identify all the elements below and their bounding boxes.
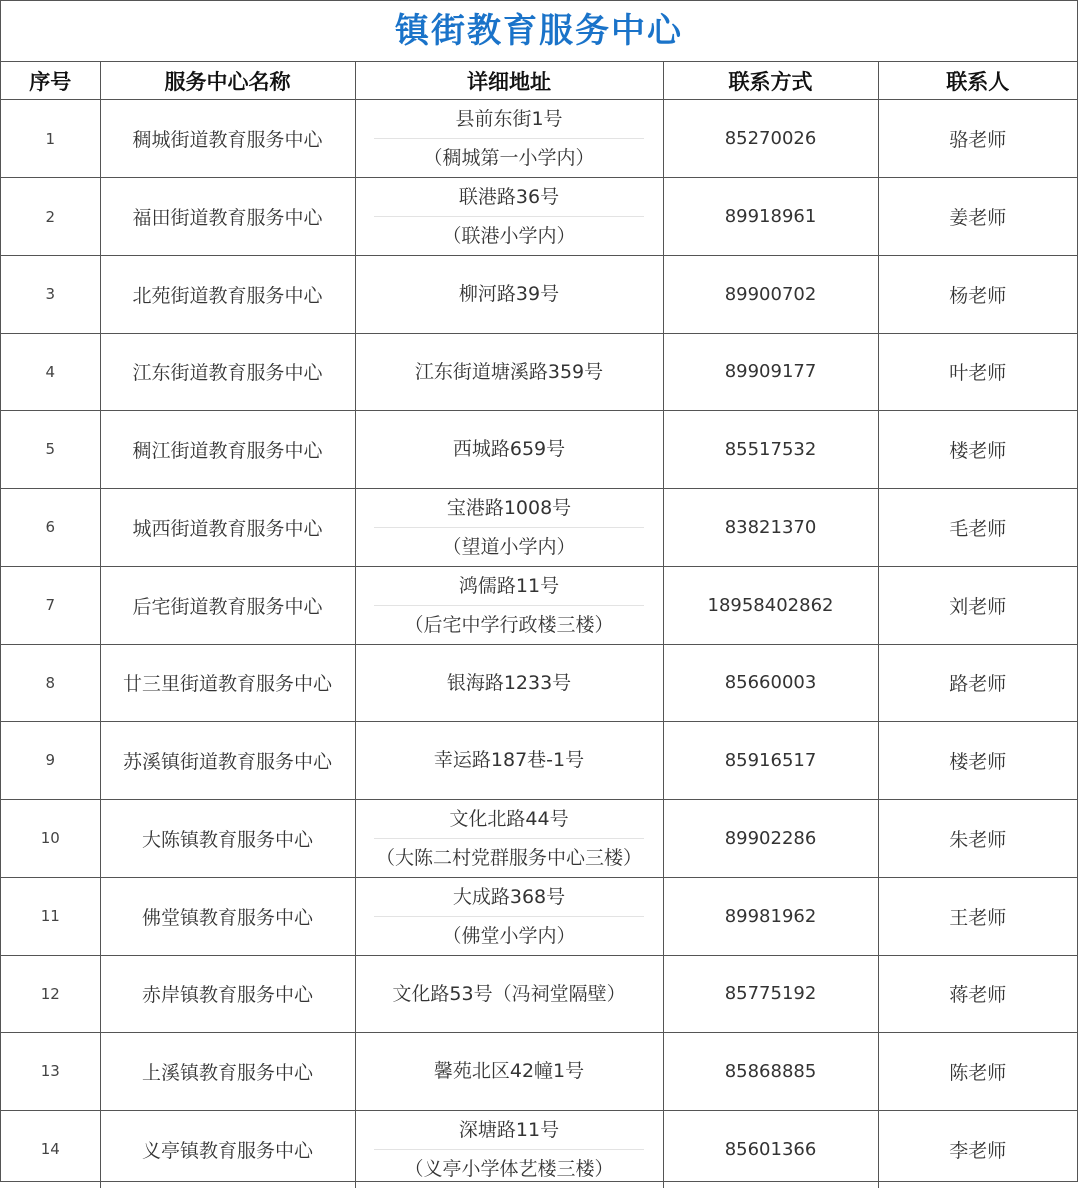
row-index: 4 <box>1 333 100 411</box>
contact-person: 叶老师 <box>878 333 1077 411</box>
phone-number: 85270026 <box>663 100 878 178</box>
center-name: 福田街道教育服务中心 <box>100 178 355 256</box>
center-name: 义亭镇教育服务中心 <box>100 1110 355 1188</box>
address-cell <box>355 955 663 1033</box>
table-body <box>1 100 1077 1188</box>
contact-person: 蒋老师 <box>878 955 1077 1033</box>
table-row <box>1 1110 1077 1188</box>
row-index: 1 <box>1 100 100 178</box>
contact-person: 姜老师 <box>878 178 1077 256</box>
center-name: 后宅街道教育服务中心 <box>100 566 355 644</box>
data-table <box>1 62 1077 1188</box>
address-cell <box>355 1033 663 1111</box>
row-index: 8 <box>1 644 100 722</box>
header-address: 详细地址 <box>355 62 663 100</box>
phone-number: 89918961 <box>663 178 878 256</box>
page-title: 镇街教育服务中心 <box>1 1 1077 62</box>
header-name: 服务中心名称 <box>100 62 355 100</box>
address-line-2: （大陈二村党群服务中心三楼） <box>375 846 642 869</box>
row-index: 13 <box>1 1033 100 1111</box>
center-name: 苏溪镇街道教育服务中心 <box>100 722 355 800</box>
row-index: 9 <box>1 722 100 800</box>
address-cell <box>355 256 663 334</box>
address-cell <box>355 566 663 644</box>
phone-number: 83821370 <box>663 488 878 566</box>
center-name: 廿三里街道教育服务中心 <box>100 644 355 722</box>
address-cell <box>355 333 663 411</box>
address-line-1: 江东街道塘溪路359号 <box>414 360 604 383</box>
address-line-2: （佛堂小学内） <box>442 924 576 947</box>
address-line-1: 深塘路11号 <box>374 1111 644 1150</box>
address-line-2: （后宅中学行政楼三楼） <box>404 613 614 636</box>
table-row <box>1 644 1077 722</box>
address-line-1: 县前东街1号 <box>374 100 644 139</box>
address-line-2: （稠城第一小学内） <box>423 147 595 169</box>
table-row <box>1 877 1077 955</box>
contact-person: 骆老师 <box>878 100 1077 178</box>
header-row <box>1 62 1077 100</box>
address-line-1: 大成路368号 <box>374 878 644 917</box>
contact-person: 陈老师 <box>878 1033 1077 1111</box>
header-index: 序号 <box>1 62 100 100</box>
table-row <box>1 333 1077 411</box>
row-index: 5 <box>1 411 100 489</box>
address-line-1: 西城路659号 <box>452 438 566 461</box>
phone-number: 89902286 <box>663 799 878 877</box>
table-row <box>1 955 1077 1033</box>
center-name: 赤岸镇教育服务中心 <box>100 955 355 1033</box>
row-index: 3 <box>1 256 100 334</box>
address-line-1: 联港路36号 <box>374 178 644 217</box>
contact-person: 路老师 <box>878 644 1077 722</box>
center-name: 稠江街道教育服务中心 <box>100 411 355 489</box>
contact-person: 王老师 <box>878 877 1077 955</box>
phone-number: 18958402862 <box>663 566 878 644</box>
address-cell <box>355 799 663 877</box>
address-line-1: 馨苑北区42幢1号 <box>433 1060 585 1083</box>
address-cell <box>355 722 663 800</box>
phone-number: 85868885 <box>663 1033 878 1111</box>
table-row <box>1 411 1077 489</box>
address-cell <box>355 178 663 256</box>
table-row <box>1 256 1077 334</box>
row-index: 6 <box>1 488 100 566</box>
address-cell <box>355 100 663 178</box>
phone-number: 85660003 <box>663 644 878 722</box>
contact-person: 刘老师 <box>878 566 1077 644</box>
phone-number: 85601366 <box>663 1110 878 1188</box>
header-contact: 联系人 <box>878 62 1077 100</box>
address-cell <box>355 1110 663 1188</box>
row-index: 11 <box>1 877 100 955</box>
table-row <box>1 1033 1077 1111</box>
center-name: 大陈镇教育服务中心 <box>100 799 355 877</box>
phone-number: 89909177 <box>663 333 878 411</box>
contact-person: 杨老师 <box>878 256 1077 334</box>
address-line-1: 宝港路1008号 <box>374 489 644 528</box>
center-name: 城西街道教育服务中心 <box>100 488 355 566</box>
address-line-1: 文化路53号（冯祠堂隔壁） <box>392 982 626 1005</box>
row-index: 12 <box>1 955 100 1033</box>
center-name: 上溪镇教育服务中心 <box>100 1033 355 1111</box>
phone-number: 85916517 <box>663 722 878 800</box>
address-line-2: （联港小学内） <box>442 225 576 247</box>
phone-number: 89981962 <box>663 877 878 955</box>
address-line-2: （望道小学内） <box>442 535 576 558</box>
header-phone: 联系方式 <box>663 62 878 100</box>
contact-person: 楼老师 <box>878 722 1077 800</box>
address-line-1: 鸿儒路11号 <box>374 567 644 606</box>
contact-person: 毛老师 <box>878 488 1077 566</box>
row-index: 14 <box>1 1110 100 1188</box>
address-cell <box>355 644 663 722</box>
table-row <box>1 722 1077 800</box>
center-name: 稠城街道教育服务中心 <box>100 100 355 178</box>
table-row <box>1 566 1077 644</box>
contact-person: 楼老师 <box>878 411 1077 489</box>
phone-number: 85775192 <box>663 955 878 1033</box>
contact-person: 朱老师 <box>878 799 1077 877</box>
contact-person: 李老师 <box>878 1110 1077 1188</box>
table-row <box>1 488 1077 566</box>
row-index: 10 <box>1 799 100 877</box>
phone-number: 89900702 <box>663 256 878 334</box>
address-cell <box>355 488 663 566</box>
center-name: 江东街道教育服务中心 <box>100 333 355 411</box>
table-row <box>1 178 1077 256</box>
row-index: 7 <box>1 566 100 644</box>
address-line-1: 银海路1233号 <box>446 671 572 694</box>
center-name: 佛堂镇教育服务中心 <box>100 877 355 955</box>
address-line-2: （义亭小学体艺楼三楼） <box>404 1157 614 1180</box>
address-line-1: 柳河路39号 <box>458 283 560 306</box>
table-row <box>1 799 1077 877</box>
address-cell <box>355 411 663 489</box>
address-cell <box>355 877 663 955</box>
table-row <box>1 100 1077 178</box>
row-index: 2 <box>1 178 100 256</box>
address-line-1: 文化北路44号 <box>374 800 644 839</box>
center-name: 北苑街道教育服务中心 <box>100 256 355 334</box>
address-line-1: 幸运路187巷-1号 <box>433 749 585 772</box>
phone-number: 85517532 <box>663 411 878 489</box>
